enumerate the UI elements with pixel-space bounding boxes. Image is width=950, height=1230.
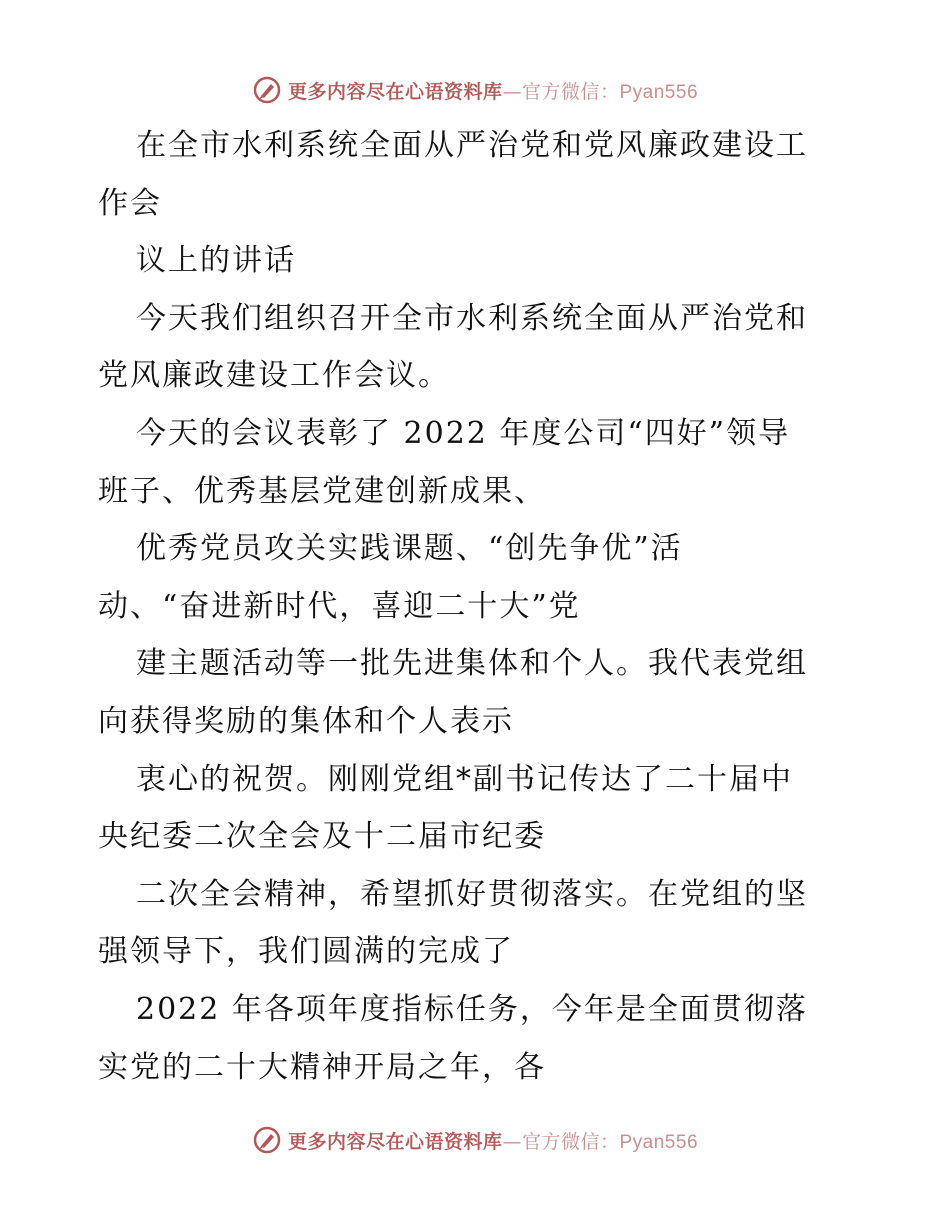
paragraph-line: 今天的会议表彰了 2022 年度公司“四好”领导 [136, 415, 791, 451]
paragraph-line: 建主题活动等一批先进集体和个人。我代表党组 [136, 646, 808, 682]
document-body [98, 117, 858, 1096]
watermark-footer [0, 1120, 950, 1160]
paragraph-line: 在全市水利系统全面从严治党和党风廉政建设工 [136, 128, 808, 163]
watermark-sep: —官方微信： [502, 80, 620, 103]
watermark-header [0, 70, 950, 110]
watermark-id: Pyan556 [619, 81, 699, 103]
paragraph-line: 作会 [98, 185, 162, 221]
paragraph-line: 议上的讲话 [136, 243, 296, 279]
paragraph-line: 优秀党员攻关实践课题、“创先争优”活 [136, 531, 683, 567]
paragraph-line: 央纪委二次全会及十二届市纪委 [98, 819, 546, 855]
paragraph-line: 衷心的祝贺。刚刚党组*副书记传达了二十届中 [136, 761, 793, 797]
paragraph-line: 强领导下，我们圆满的完成了 [98, 934, 514, 970]
watermark-main: 更多内容尽在心语资料库 [287, 1130, 503, 1153]
watermark-text [288, 1127, 698, 1154]
paragraph-line: 今天我们组织召开全市水利系统全面从严治党和 [136, 300, 808, 336]
pen-nib-circle-icon [252, 75, 282, 105]
paragraph-line: 班子、优秀基层党建创新成果、 [98, 473, 546, 509]
pen-nib-circle-icon [252, 1125, 282, 1155]
paragraph-line: 二次全会精神，希望抓好贯彻落实。在党组的坚 [136, 876, 808, 912]
watermark-id: Pyan556 [619, 1131, 699, 1153]
paragraph-line: 2022 年各项年度指标任务，今年是全面贯彻落 [136, 991, 808, 1027]
paragraph-line: 党风廉政建设工作会议。 [98, 358, 450, 394]
watermark-sep: —官方微信： [502, 1130, 620, 1153]
paragraph-line: 动、“奋进新时代，喜迎二十大”党 [98, 588, 581, 624]
paragraph-line: 实党的二十大精神开局之年，各 [98, 1049, 546, 1085]
paragraph-line: 向获得奖励的集体和个人表示 [98, 703, 514, 739]
watermark-text [288, 77, 698, 104]
watermark-main: 更多内容尽在心语资料库 [287, 80, 503, 103]
